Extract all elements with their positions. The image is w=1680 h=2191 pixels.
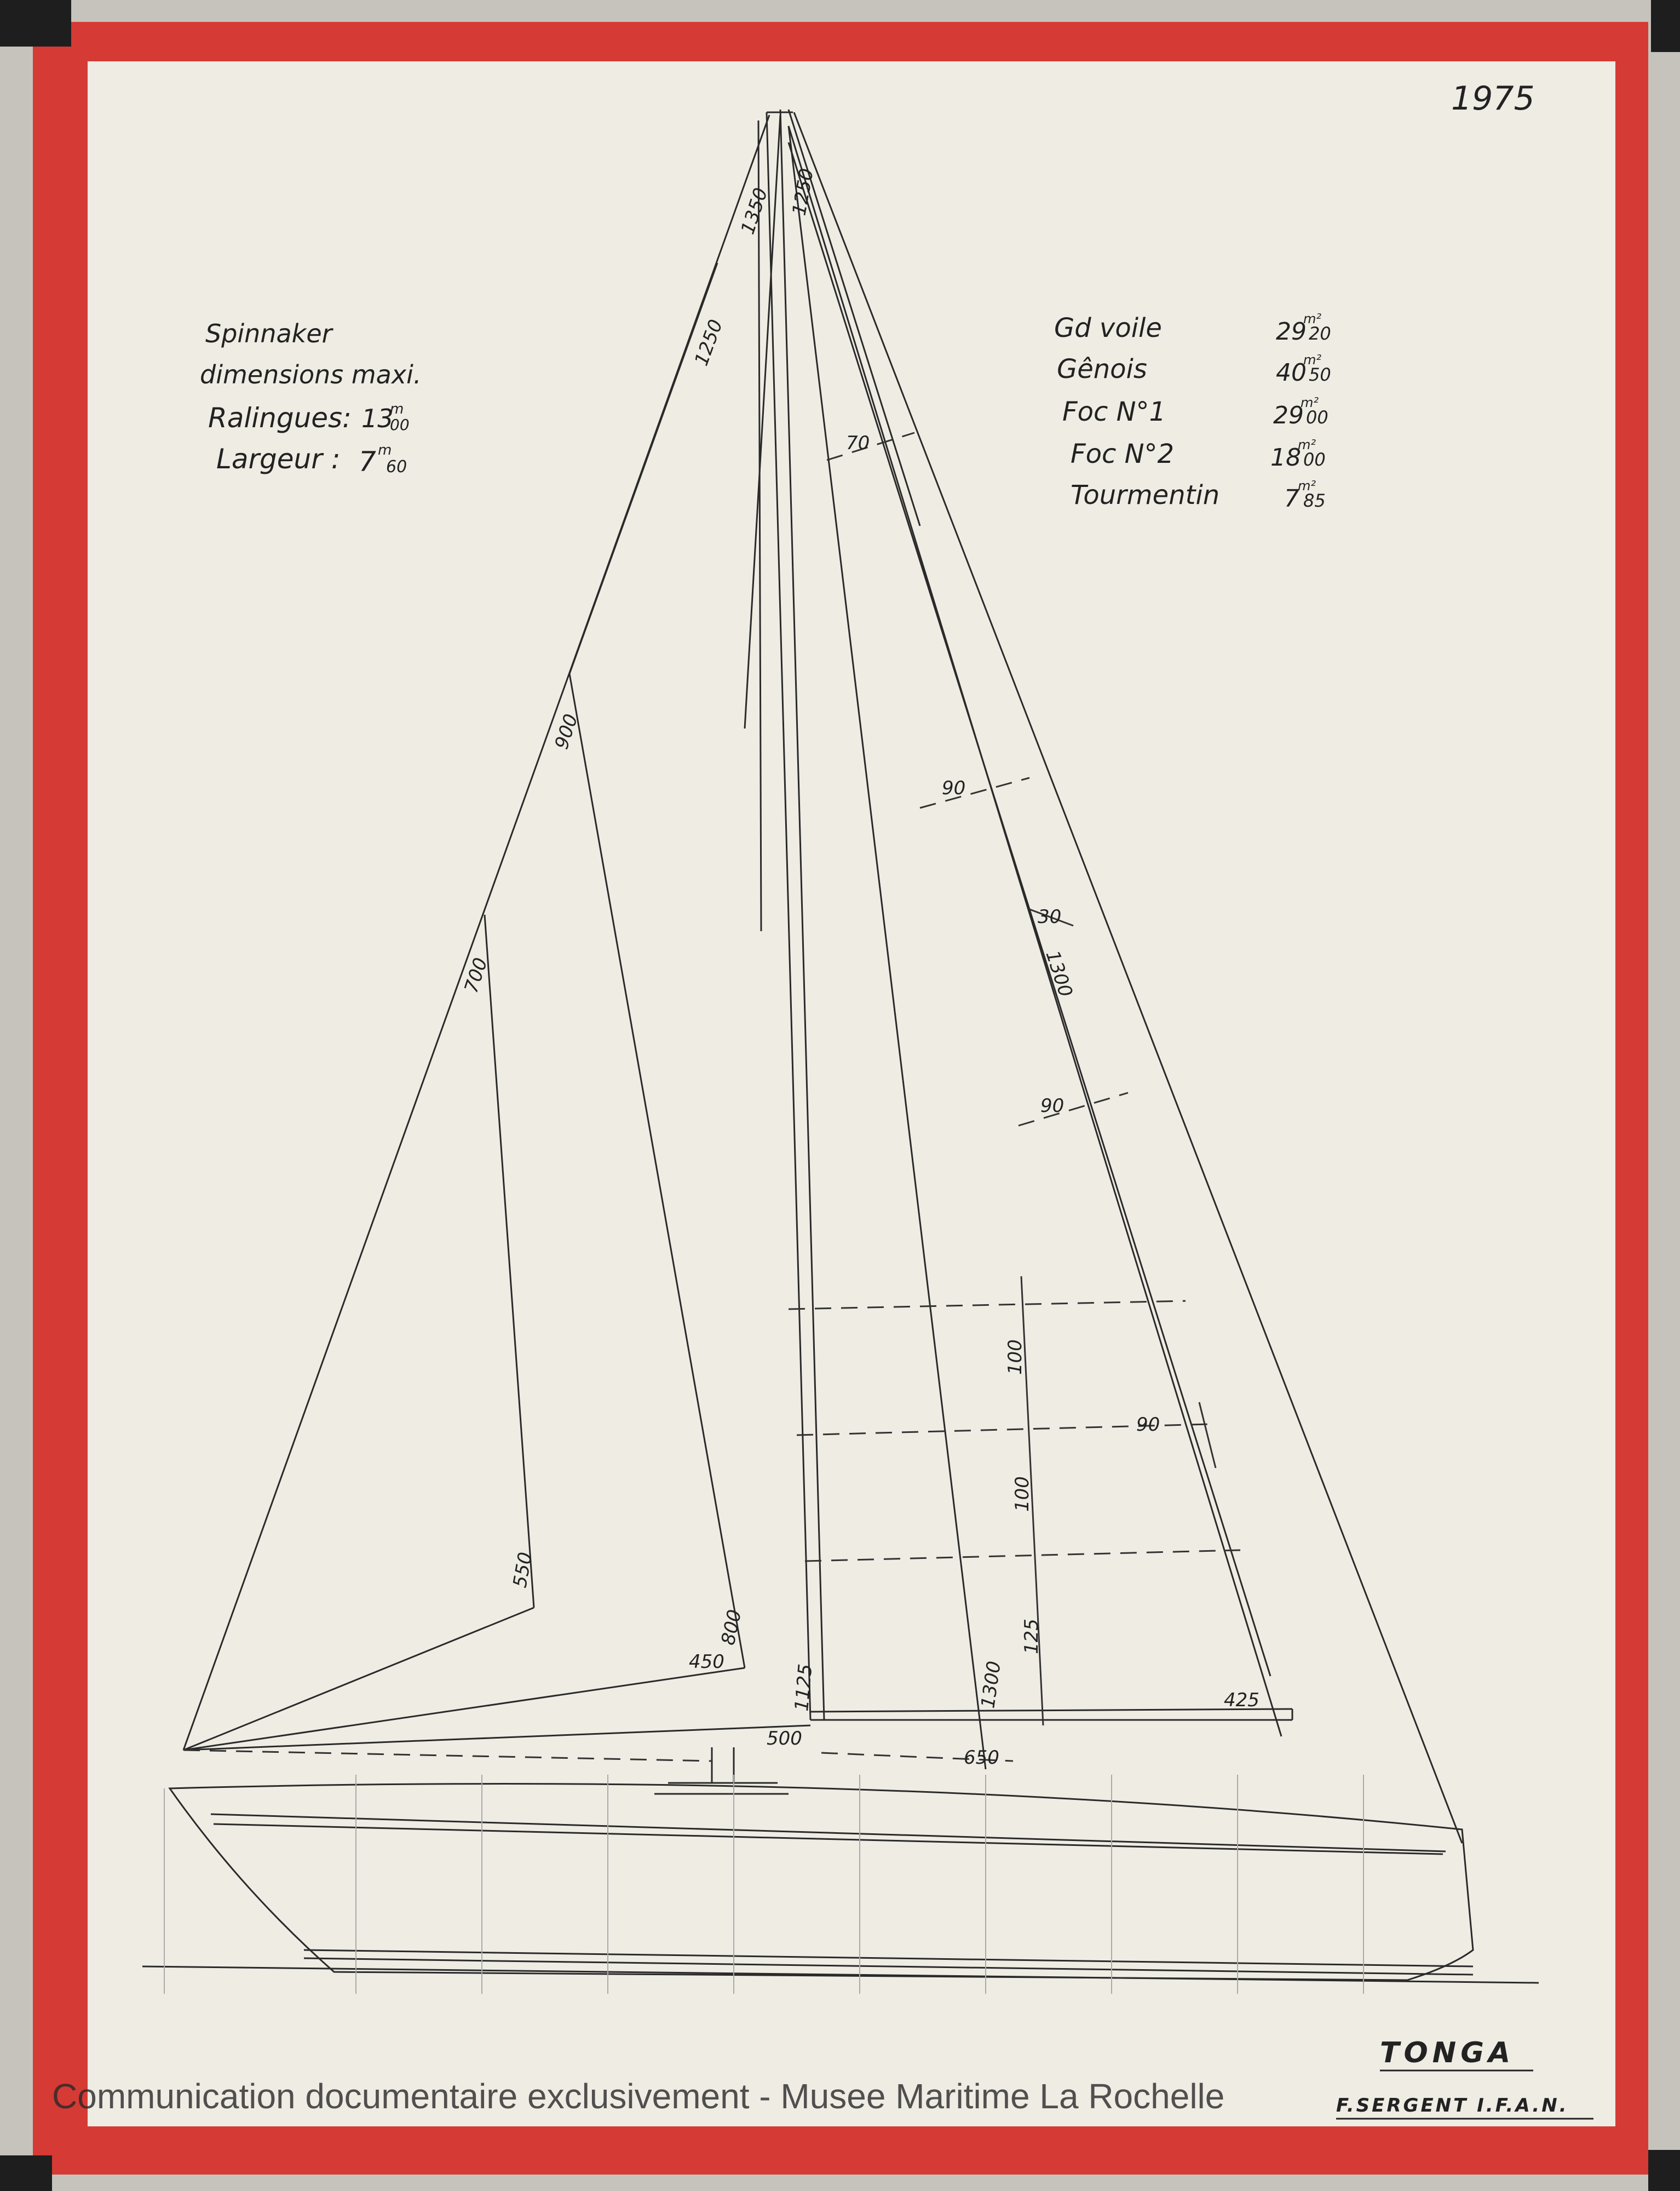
dim-90-upper: 90	[942, 777, 966, 799]
sail-area-unit: m²	[1298, 437, 1316, 452]
boat-name: TONGA	[1380, 2037, 1515, 2069]
watermark-text: Communication documentaire exclusivement - Musee Maritime La Rochelle	[52, 2077, 1225, 2116]
sail-area-unit: m²	[1301, 395, 1319, 410]
largeur-decimal: 60	[386, 457, 407, 477]
dim-70: 70	[846, 432, 870, 454]
sail-name-gd-voile: Gd voile	[1054, 313, 1162, 343]
dim-1250: 1250	[690, 317, 728, 369]
sail-name-foc-2: Foc N°2	[1071, 439, 1175, 469]
sail-area-int: 7	[1284, 485, 1299, 513]
sail-area-dec: 50	[1309, 364, 1331, 385]
largeur-value: 7	[359, 446, 376, 478]
sail-area-int: 29	[1273, 402, 1304, 429]
dim-1250-top: 1250	[788, 167, 818, 217]
sail-area-unit: m²	[1298, 478, 1316, 494]
dim-550: 550	[509, 1550, 537, 1590]
sail-area-dec: 20	[1309, 323, 1331, 344]
dim-1350: 1350	[737, 185, 773, 237]
dim-125: 125	[1021, 1619, 1043, 1654]
sail-name-tourmentin: Tourmentin	[1071, 480, 1220, 511]
year-label: 1975	[1451, 79, 1535, 118]
sail-name-foc-1: Foc N°1	[1062, 397, 1166, 427]
dim-700: 700	[460, 955, 492, 996]
dim-1125: 1125	[791, 1663, 817, 1712]
dim-90-lower: 90	[1136, 1414, 1160, 1436]
ralingues-value: 13	[361, 404, 394, 433]
dim-900: 900	[550, 711, 583, 752]
designer-name: F.SERGENT I.F.A.N.	[1336, 2095, 1569, 2117]
dim-1300-upper: 1300	[1041, 948, 1077, 1000]
sail-name-genois: Gênois	[1057, 354, 1147, 385]
dim-500: 500	[767, 1728, 802, 1750]
sail-area-int: 40	[1276, 359, 1307, 387]
dim-425: 425	[1224, 1689, 1259, 1711]
largeur-label: Largeur :	[216, 443, 341, 475]
sail-area-int: 29	[1276, 318, 1307, 346]
sail-area-dec: 00	[1306, 407, 1328, 428]
sail-area-dec: 85	[1303, 490, 1326, 511]
sail-area-unit: m²	[1303, 352, 1321, 368]
tape-top-left	[0, 0, 71, 47]
dim-100-lower: 100	[1011, 1476, 1033, 1512]
sail-area-int: 18	[1270, 444, 1301, 472]
dim-30: 30	[1038, 906, 1062, 928]
sail-area-dec: 00	[1303, 449, 1326, 470]
dim-650: 650	[964, 1747, 999, 1769]
ralingues-unit: m	[390, 401, 404, 417]
dim-800: 800	[717, 1608, 746, 1647]
sail-area-unit: m²	[1303, 311, 1321, 326]
spinnaker-title: Spinnaker	[205, 319, 332, 348]
dim-450: 450	[689, 1651, 724, 1673]
dim-90-middle: 90	[1040, 1095, 1065, 1117]
tape-bottom-left	[0, 2155, 52, 2191]
dim-1300-lower: 1300	[977, 1659, 1005, 1710]
ralingues-decimal: 00	[390, 416, 410, 434]
tape-top-right	[1651, 0, 1680, 52]
dim-100-upper: 100	[1004, 1339, 1026, 1375]
spinnaker-subtitle: dimensions maxi.	[200, 360, 422, 389]
ralingues-label: Ralingues:	[208, 402, 352, 434]
largeur-unit: m	[378, 442, 392, 458]
tape-bottom-right	[1648, 2150, 1680, 2191]
